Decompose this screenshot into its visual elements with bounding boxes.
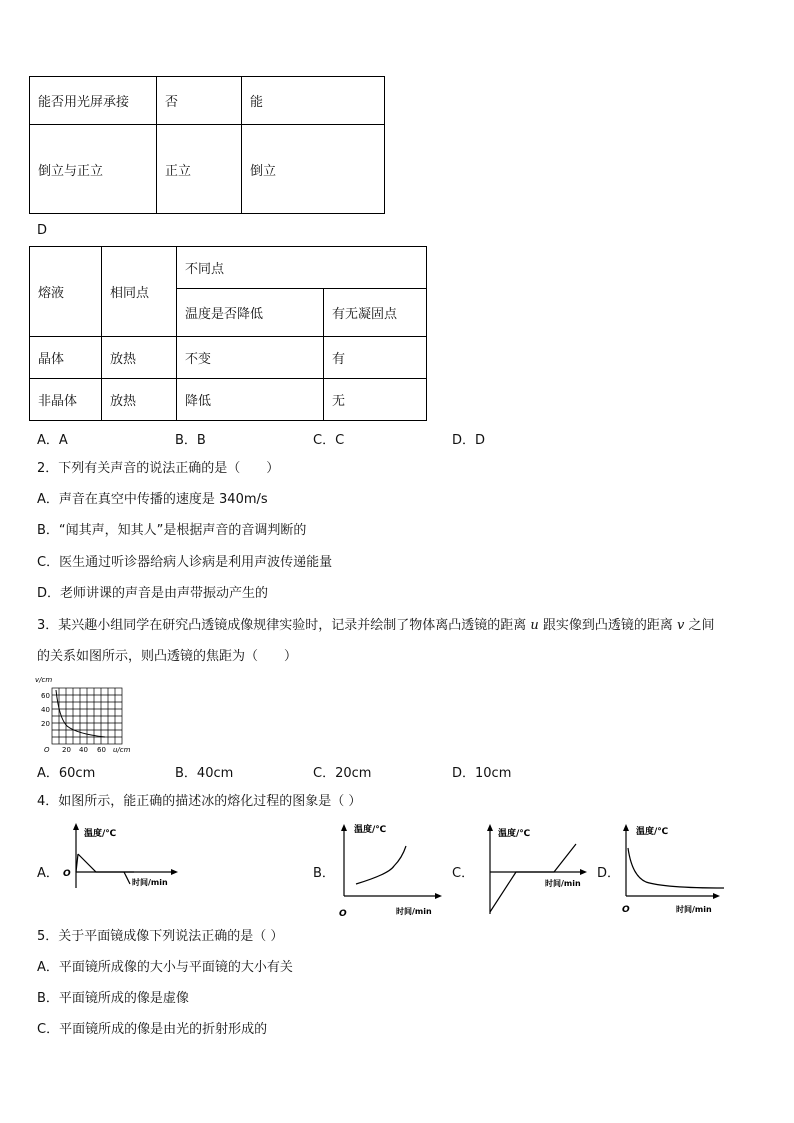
q2-option-b: B．“闻其声，知其人”是根据声音的音调判断的: [37, 523, 307, 538]
comparison-table-solidification: [29, 246, 427, 421]
table-cell: 放热: [102, 337, 177, 379]
graph-xlabel: 时间/min: [132, 878, 168, 887]
q3-variable-u: u: [530, 618, 539, 633]
graph-origin: O: [44, 746, 50, 754]
graph-curve: [356, 846, 406, 884]
table-header-cell: 温度是否降低: [177, 289, 324, 337]
graph-xtick: 20: [62, 746, 71, 754]
q3-stem-line1: [37, 617, 715, 635]
table-cell: 不变: [177, 337, 324, 379]
q2-option-d: D．老师讲课的声音是由声带振动产生的: [37, 586, 269, 601]
q2-stem: 2．下列有关声音的说法正确的是（ ）: [37, 461, 280, 476]
table-header-cell: 熔液: [30, 247, 102, 337]
table-cell: 正立: [157, 125, 242, 214]
q1-option-a: A．A: [37, 433, 68, 448]
graph-ylabel: 温度/℃: [636, 827, 669, 837]
q3-option-d: D．10cm: [452, 766, 512, 781]
q4-letter-a: A．: [37, 866, 59, 881]
graph-origin: O: [622, 905, 630, 915]
graph-ytick: 40: [41, 706, 50, 714]
graph-xtick: 60: [97, 746, 106, 754]
q1-option-b: B．B: [175, 433, 206, 448]
graph-xlabel: 时间/min: [676, 905, 712, 914]
graph-curve-tail: [124, 872, 130, 884]
q4-letter-c: C．: [452, 866, 475, 881]
q3-option-c: C．20cm: [313, 766, 372, 781]
graph-ylabel: 温度/℃: [354, 825, 387, 835]
table-cell: 无: [324, 379, 427, 421]
q3-option-a: A．60cm: [37, 766, 96, 781]
table-cell: 降低: [177, 379, 324, 421]
table-cell: 倒立: [242, 125, 385, 214]
graph-curve: [78, 854, 134, 872]
graph-xlabel: u/cm: [113, 746, 131, 754]
graph-origin: O: [63, 869, 71, 879]
table-header-cell: 相同点: [102, 247, 177, 337]
table-cell: 能: [242, 77, 385, 125]
q3-stem-line2: 的关系如图所示，则凸透镜的焦距为（ ）: [37, 649, 298, 664]
graph-xlabel: 时间/min: [545, 879, 581, 888]
q1-option-d: D．D: [452, 433, 486, 448]
q3-variable-v: v: [677, 618, 685, 633]
melting-graph-c: [468, 822, 593, 917]
graph-ylabel: v/cm: [35, 676, 53, 684]
table-cell: 能否用光屏承接: [30, 77, 157, 125]
q2-option-a: A．声音在真空中传播的速度是 340m/s: [37, 492, 268, 507]
graph-xlabel: 时间/min: [396, 907, 432, 916]
graph-curve: [490, 844, 576, 912]
q3-stem-part: 3．某兴趣小组同学在研究凸透镜成像规律实验时，记录并绘制了物体离凸透镜的距离: [37, 618, 531, 633]
q3-stem-part: 之间: [684, 618, 715, 633]
q4-letter-d: D．: [597, 866, 621, 881]
melting-graph-b: [334, 820, 449, 920]
graph-origin: O: [339, 909, 347, 919]
graph-ylabel: 温度/℃: [84, 829, 117, 839]
table-header-cell: 有无凝固点: [324, 289, 427, 337]
q3-option-b: B．40cm: [175, 766, 234, 781]
table-cell: 放热: [102, 379, 177, 421]
graph-xtick: 40: [79, 746, 88, 754]
table-cell: 非晶体: [30, 379, 102, 421]
grid: [52, 688, 122, 744]
graph-curve: [628, 848, 724, 888]
q1-option-c: C．C: [313, 433, 345, 448]
option-d-label: D: [37, 223, 48, 238]
melting-graph-d: [616, 820, 726, 918]
q2-option-c: C．医生通过听诊器给病人诊病是利用声波传递能量: [37, 555, 333, 570]
q4-stem: 4．如图所示，能正确的描述冰的熔化过程的图象是（ ）: [37, 794, 362, 809]
table-cell: 倒立与正立: [30, 125, 157, 214]
melting-graph-a: [56, 822, 186, 892]
graph-ytick: 20: [41, 720, 50, 728]
q3-stem-part: 跟实像到凸透镜的距离: [538, 618, 678, 633]
q5-option-c: C．平面镜所成的像是由光的折射形成的: [37, 1022, 268, 1037]
graph-ylabel: 温度/℃: [498, 829, 531, 839]
q5-stem: 5．关于平面镜成像下列说法正确的是（ ）: [37, 929, 284, 944]
q4-letter-b: B．: [313, 866, 335, 881]
table-cell: 否: [157, 77, 242, 125]
comparison-table-image-properties: [29, 76, 385, 214]
table-cell: 有: [324, 337, 427, 379]
q5-option-a: A．平面镜所成像的大小与平面镜的大小有关: [37, 960, 293, 975]
table-cell: 晶体: [30, 337, 102, 379]
lens-uv-graph: [33, 674, 143, 754]
table-header-cell: 不同点: [177, 247, 427, 289]
graph-ytick: 60: [41, 692, 50, 700]
q5-option-b: B．平面镜所成的像是虚像: [37, 991, 189, 1006]
